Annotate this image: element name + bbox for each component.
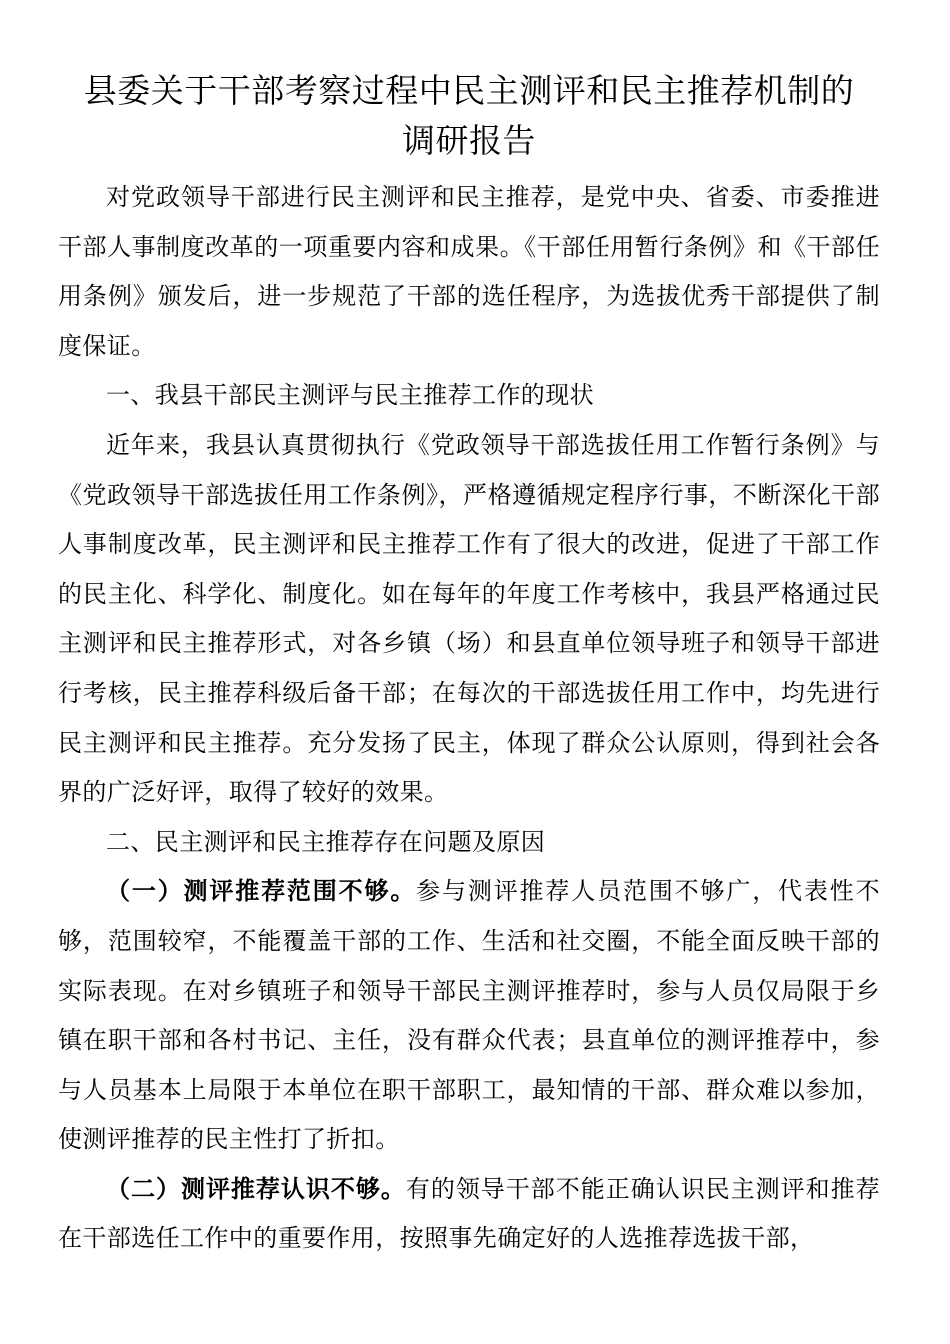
problem-2-lead: （二）测评推荐认识不够。 [106,1174,406,1203]
problem-paragraph-1 [58,867,880,1165]
title-line-1: 县委关于干部考察过程中民主测评和民主推荐机制的 [83,71,855,110]
intro-paragraph: 对党政领导干部进行民主测评和民主推荐，是党中央、省委、市委推进干部人事制度改革的一项重要内容和成果。《干部任用暂行条例》和《干部任用条例》颁发后，进一步规范了干部的选任程序，为选拔优秀干部提供了制度保证。 [58,183,880,360]
problem-1-lead: （一）测评推荐范围不够。 [106,877,417,906]
document-page [58,66,880,1264]
document-title [58,66,880,166]
problem-1-body: 参与测评推荐人员范围不够广，代表性不够，范围较窄，不能覆盖干部的工作、生活和社交圈，不能全面反映干部的实际表现。在对乡镇班子和领导干部民主测评推荐时，参与人员仅局限于乡镇在职干部和各村书记、主任，没有群众代表；县直单位的测评推荐中，参与人员基本上局限于本单位在职干部职工，最知情的干部、群众难以参加，使测评推荐的民主性打了折扣。 [58,877,880,1154]
section-heading-1: 一、我县干部民主测评与民主推荐工作的现状 [106,381,594,410]
status-paragraph: 近年来，我县认真贯彻执行《党政领导干部选拔任用工作暂行条例》与《党政领导干部选拔任用工作条例》，严格遵循规定程序行事，不断深化干部人事制度改革，民主测评和民主推荐工作有了很大的改进，促进了干部工作的民主化、科学化、制度化。如在每年的年度工作考核中，我县严格通过民主测评和民主推荐形式，对各乡镇（场）和县直单位领导班子和领导干部进行考核，民主推荐科级后备干部；在每次的干部选拔任用工作中，均先进行民主测评和民主推荐。充分发扬了民主，体现了群众公认原则，得到社会各界的广泛好评，取得了较好的效果。 [58,430,880,807]
problem-paragraph-2 [58,1165,880,1264]
problem-2-body: 有的领导干部不能正确认识民主测评和推荐在干部选任工作中的重要作用，按照事先确定好的人选推荐选拔干部， [58,1174,880,1253]
section-heading-2: 二、民主测评和民主推荐存在问题及原因 [106,827,546,856]
title-line-2: 调研报告 [402,121,536,160]
